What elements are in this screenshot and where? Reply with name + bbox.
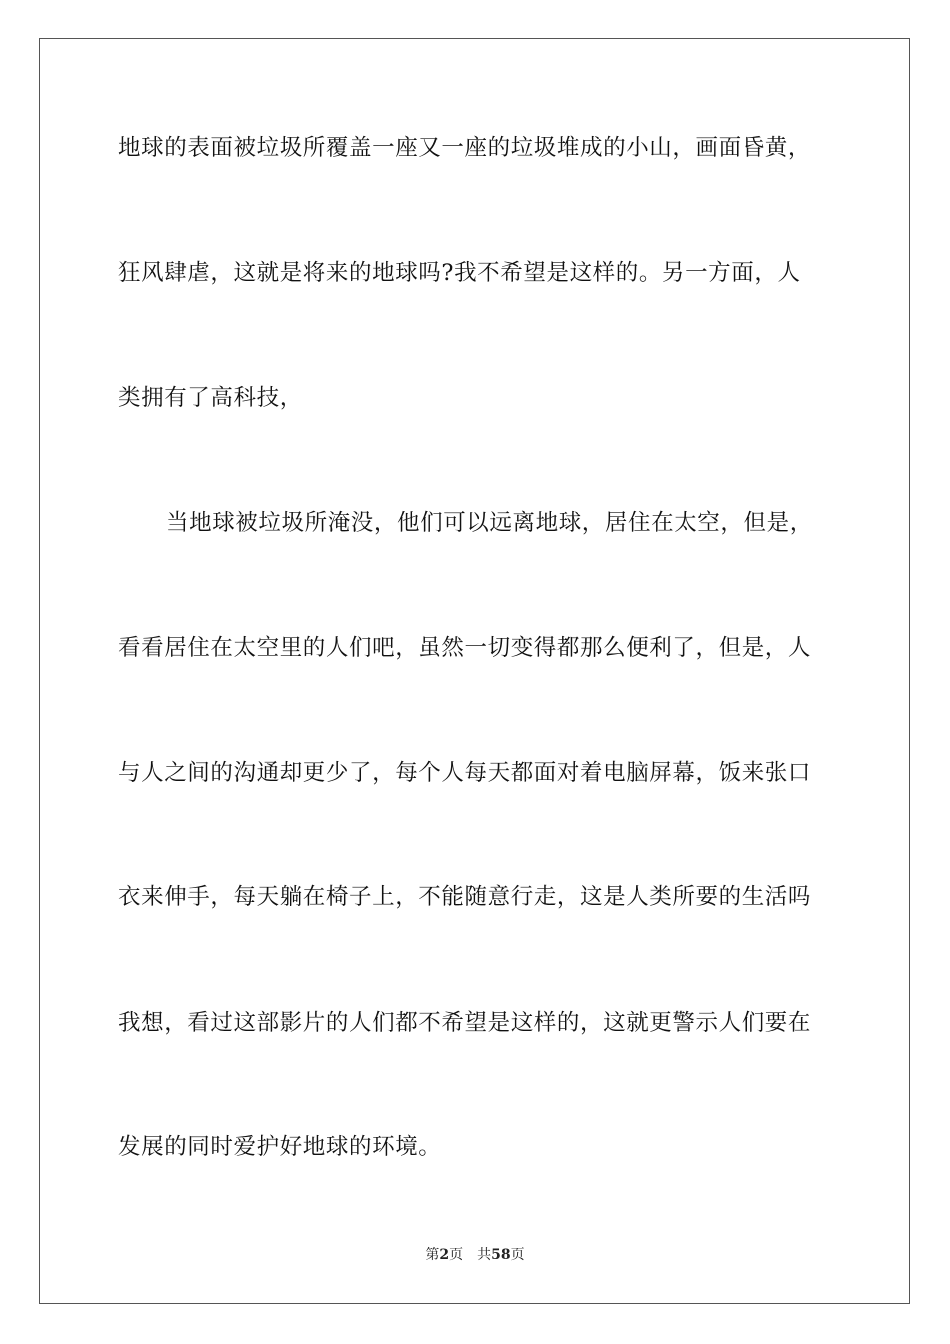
text-line-8: 我想，看过这部影片的人们都不希望是这样的，这就更警示人们要在 [118,1010,812,1036]
total-pages: 58 [491,1247,511,1263]
total-prefix: 共 [477,1247,492,1263]
text-line-9: 发展的同时爱护好地球的环境。 [118,1134,442,1160]
text-line-1: 地球的表面被垃圾所覆盖一座又一座的垃圾堆成的小山，画面昏黄， [118,135,812,161]
page-suffix: 页 [449,1247,464,1263]
text-line-3: 类拥有了高科技， [118,385,303,411]
text-line-7: 衣来伸手，每天躺在椅子上，不能随意行走，这是人类所要的生活吗 [118,884,812,910]
text-line-5: 看看居住在太空里的人们吧，虽然一切变得都那么便利了，但是，人 [118,635,812,661]
page-footer [0,1246,950,1264]
page-border [39,38,910,1304]
text-line-2: 狂风肆虐，这就是将来的地球吗?我不希望是这样的。另一方面，人 [118,260,801,286]
text-line-4: 当地球被垃圾所淹没，他们可以远离地球，居住在太空，但是， [166,510,813,536]
text-line-6: 与人之间的沟通却更少了，每个人每天都面对着电脑屏幕，饭来张口 [118,760,812,786]
page-number: 2 [439,1247,450,1263]
total-suffix: 页 [510,1247,525,1263]
page-prefix: 第 [425,1247,440,1263]
